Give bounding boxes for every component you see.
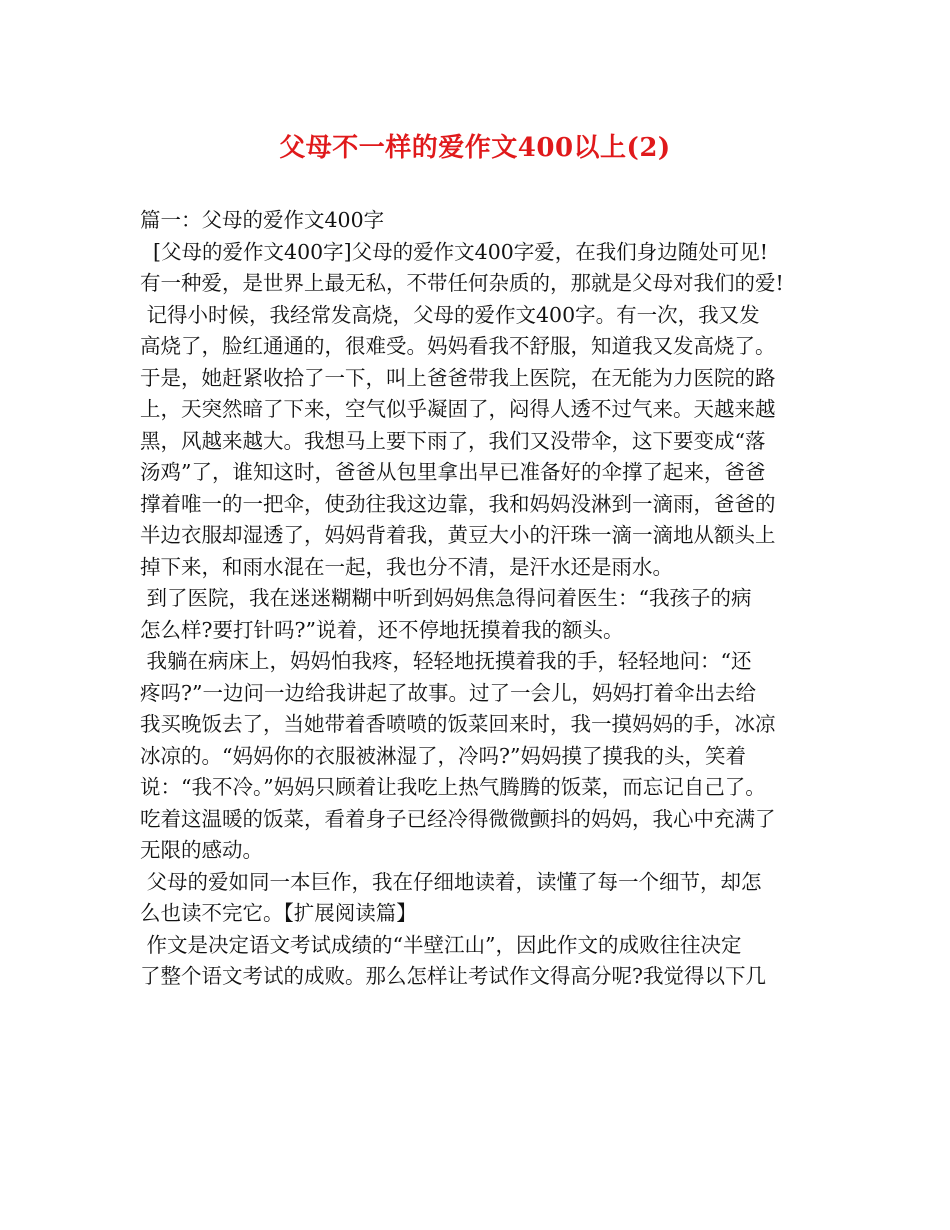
- text-line: 疼吗?”一边问一边给我讲起了故事。过了一会儿，妈妈打着伞出去给: [140, 680, 756, 705]
- text-line: 黑，风越来越大。我想马上要下雨了，我们又没带伞，这下要变成“落: [140, 428, 766, 453]
- text-line: 半边衣服却湿透了，妈妈背着我，黄豆大小的汗珠一滴一滴地从额头上: [140, 523, 776, 547]
- text-line: 父母的爱如同一本巨作，我在仔细地读着，读懂了每一个细节，却怎: [140, 869, 762, 894]
- text-line: 记得小时候，我经常发高烧，父母的爱作文400字。有一次，我又发: [140, 302, 760, 327]
- text-line: 我躺在病床上，妈妈怕我疼，轻轻地抚摸着我的手，轻轻地问：“还: [140, 649, 752, 673]
- document-body: [140, 205, 840, 993]
- text-line: 汤鸡”了，谁知这时，爸爸从包里拿出早已准备好的伞撑了起来，爸爸: [140, 460, 766, 484]
- text-line: 了整个语文考试的成败。那么怎样让考试作文得高分呢?我觉得以下几: [140, 964, 766, 988]
- text-line: 掉下来，和雨水混在一起，我也分不清，是汗水还是雨水。: [140, 554, 673, 579]
- text-line: 篇一：父母的爱作文400字: [140, 208, 385, 232]
- text-line: 于是，她赶紧收拾了一下，叫上爸爸带我上医院，在无能为力医院的路: [140, 365, 776, 390]
- text-line: 吃着这温暖的饭菜，看着身子已经冷得微微颤抖的妈妈，我心中充满了: [140, 806, 776, 831]
- text-line: [父母的爱作文400字]父母的爱作文400字爱，在我们身边随处可见!: [140, 239, 769, 264]
- text-line: 上，天突然暗了下来，空气似乎凝固了，闷得人透不过气来。天越来越: [140, 397, 776, 421]
- text-line: 怎么样?要打针吗?”说着，还不停地抚摸着我的额头。: [140, 617, 624, 642]
- text-line: 我买晚饭去了，当她带着香喷喷的饭菜回来时，我一摸妈妈的手，冰凉: [140, 712, 776, 736]
- text-line: 撑着唯一的一把伞，使劲往我这边靠，我和妈妈没淋到一滴雨，爸爸的: [140, 491, 776, 516]
- text-line: 作文是决定语文考试成绩的“半壁江山”，因此作文的成败往往决定: [140, 932, 742, 957]
- document-title: 父母不一样的爱作文400以上(2): [279, 133, 671, 163]
- text-line: 么也读不完它。【扩展阅读篇】: [140, 901, 417, 925]
- text-line: 冰凉的。“妈妈你的衣服被淋湿了，冷吗?”妈妈摸了摸我的头，笑着: [140, 743, 746, 768]
- text-line: 有一种爱，是世界上最无私，不带任何杂质的，那就是父母对我们的爱!: [140, 271, 784, 295]
- text-line: 到了医院，我在迷迷糊糊中听到妈妈焦急得问着医生：“我孩子的病: [140, 586, 752, 610]
- text-line: 无限的感动。: [140, 838, 263, 862]
- text-line: 说：“我不冷。”妈妈只顾着让我吃上热气腾腾的饭菜，而忘记自己了。: [140, 775, 766, 799]
- text-line: 高烧了，脸红通通的，很难受。妈妈看我不舒服，知道我又发高烧了。: [140, 334, 776, 358]
